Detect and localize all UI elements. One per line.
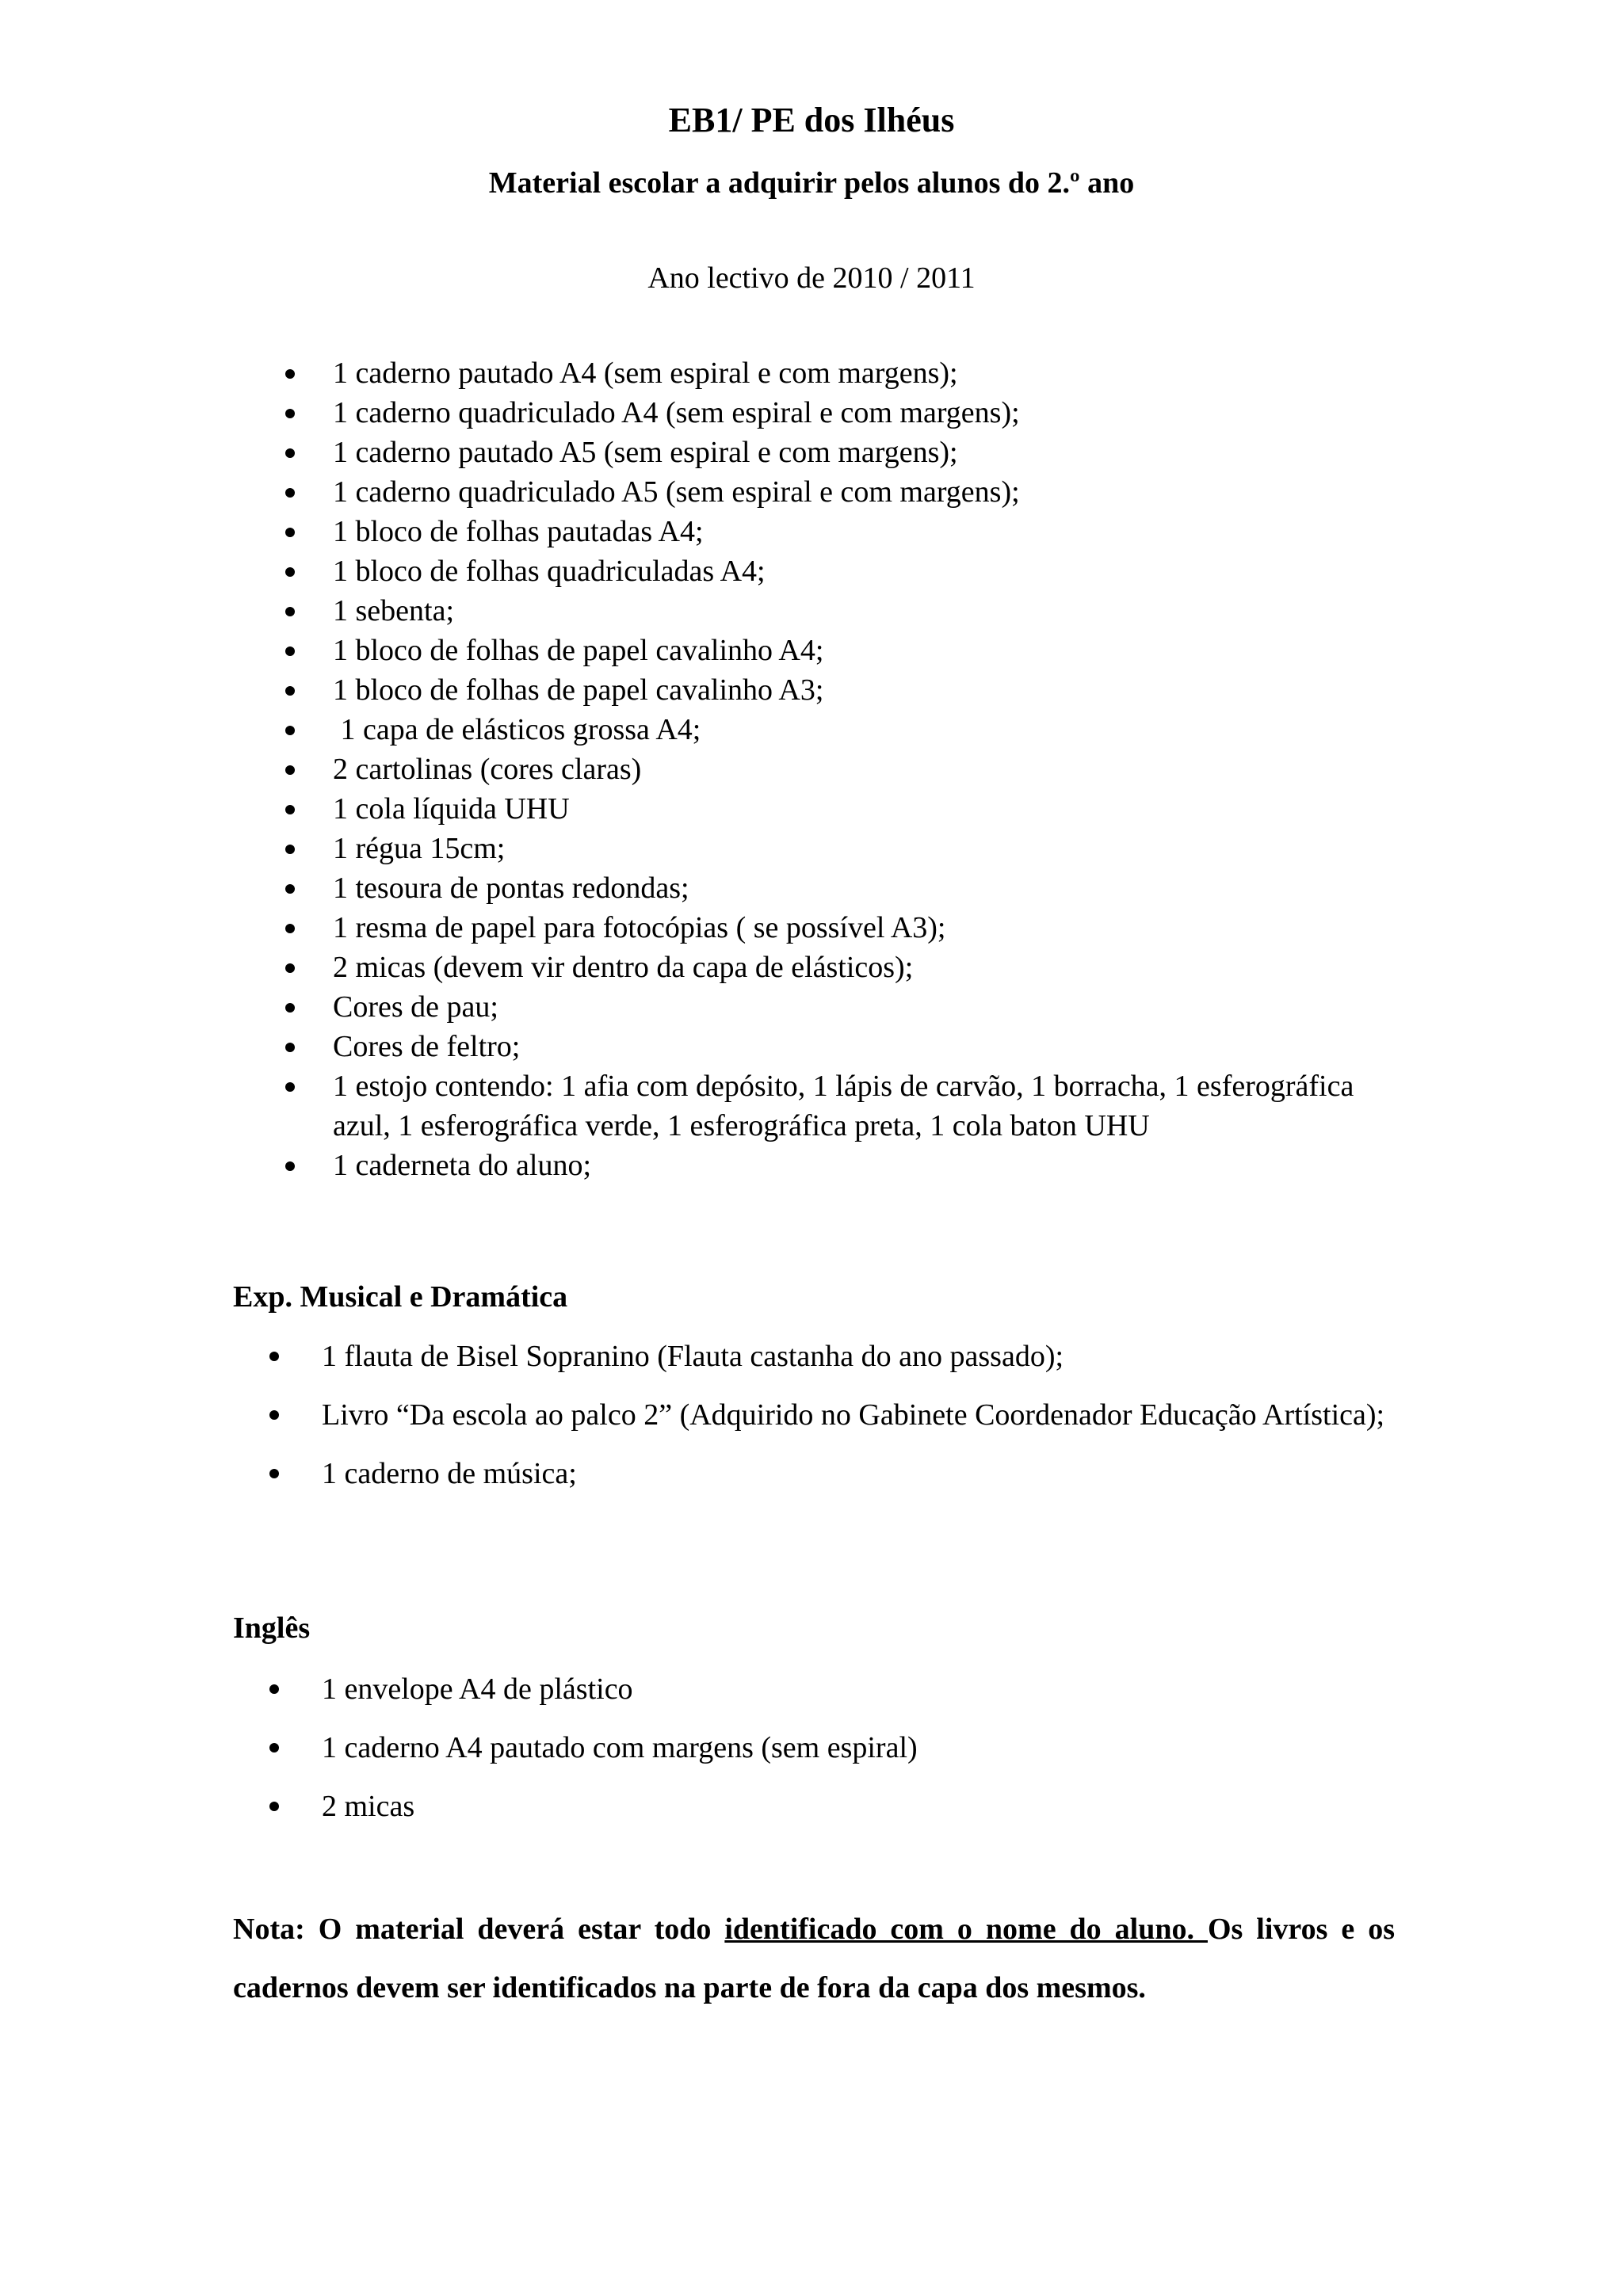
list-item: 2 micas (devem vir dentro da capa de elásticos); [285,948,1379,987]
bullet-icon [285,1161,295,1171]
bullet-icon [285,409,295,418]
english-material-list [269,1660,1395,1836]
bullet-icon [285,924,295,933]
list-item: 1 envelope A4 de plástico [269,1660,1395,1718]
main-material-list [285,353,1379,1185]
list-item: 1 tesoura de pontas redondas; [285,868,1379,908]
note-paragraph [233,1900,1395,2017]
bullet-icon [285,963,295,973]
note-text-end: Os livros e os cadernos devem ser identificados na parte de fora da capa dos mesmos. [233,1913,1395,2004]
bullet-icon [285,884,295,894]
bullet-icon [285,765,295,775]
list-item: Cores de pau; [285,987,1379,1027]
list-item: 1 capa de elásticos grossa A4; [285,710,1379,749]
list-item: 1 caderno de música; [269,1444,1395,1503]
bullet-icon [285,646,295,656]
school-year: Ano lectivo de 2010 / 2011 [647,261,976,295]
bullet-icon [285,528,295,537]
bullet-icon [269,1352,279,1361]
list-item: 1 flauta de Bisel Sopranino (Flauta castanha do ano passado); [269,1327,1395,1386]
bullet-icon [269,1410,279,1420]
list-item: 1 cola líquida UHU [285,789,1379,829]
bullet-icon [269,1684,279,1694]
list-subtitle: Material escolar a adquirir pelos alunos do 2.º ano [488,166,1135,200]
note-underlined-text: identificado com o nome do aluno. [724,1913,1208,1946]
list-item: 1 caderno pautado A4 (sem espiral e com margens); [285,353,1379,393]
bullet-icon [285,726,295,735]
list-item: 1 bloco de folhas pautadas A4; [285,512,1379,551]
bullet-icon [285,369,295,379]
list-item: 1 régua 15cm; [285,829,1379,868]
bullet-icon [285,1003,295,1013]
list-item: Cores de feltro; [285,1027,1379,1066]
bullet-icon [285,805,295,814]
bullet-icon [269,1469,279,1478]
list-item: 1 estojo contendo: 1 afia com depósito, 1 lápis de carvão, 1 borracha, 1 esferográfica azul, 1 esferográfica verde, 1 esferográfica preta, 1 cola baton UHU [285,1066,1379,1146]
bullet-icon [285,488,295,498]
bullet-icon [269,1743,279,1753]
list-item: 1 caderno A4 pautado com margens (sem espiral) [269,1718,1395,1777]
bullet-icon [285,686,295,696]
list-item: 1 caderno quadriculado A4 (sem espiral e com margens); [285,393,1379,433]
bullet-icon [285,1043,295,1052]
list-item: 2 micas [269,1777,1395,1836]
list-item: 1 resma de papel para fotocópias ( se possível A3); [285,908,1379,948]
list-item: 2 cartolinas (cores claras) [285,749,1379,789]
school-title: EB1/ PE dos Ilhéus [668,101,955,139]
english-section-heading: Inglês [233,1611,311,1645]
note-text: Nota: O material deverá estar todo [233,1913,725,1946]
music-material-list [269,1327,1395,1503]
bullet-icon [285,845,295,854]
bullet-icon [285,1082,295,1092]
list-item: 1 caderno quadriculado A5 (sem espiral e com margens); [285,472,1379,512]
bullet-icon [285,567,295,577]
list-item: 1 bloco de folhas de papel cavalinho A4; [285,631,1379,670]
list-item: 1 caderneta do aluno; [285,1146,1379,1185]
list-item: 1 bloco de folhas quadriculadas A4; [285,551,1379,591]
bullet-icon [269,1802,279,1811]
music-section-heading: Exp. Musical e Dramática [233,1280,568,1314]
list-item: 1 bloco de folhas de papel cavalinho A3; [285,670,1379,710]
bullet-icon [285,448,295,458]
bullet-icon [285,607,295,616]
list-item: 1 caderno pautado A5 (sem espiral e com margens); [285,433,1379,472]
list-item: 1 sebenta; [285,591,1379,631]
list-item: Livro “Da escola ao palco 2” (Adquirido no Gabinete Coordenador Educação Artística); [269,1386,1395,1444]
